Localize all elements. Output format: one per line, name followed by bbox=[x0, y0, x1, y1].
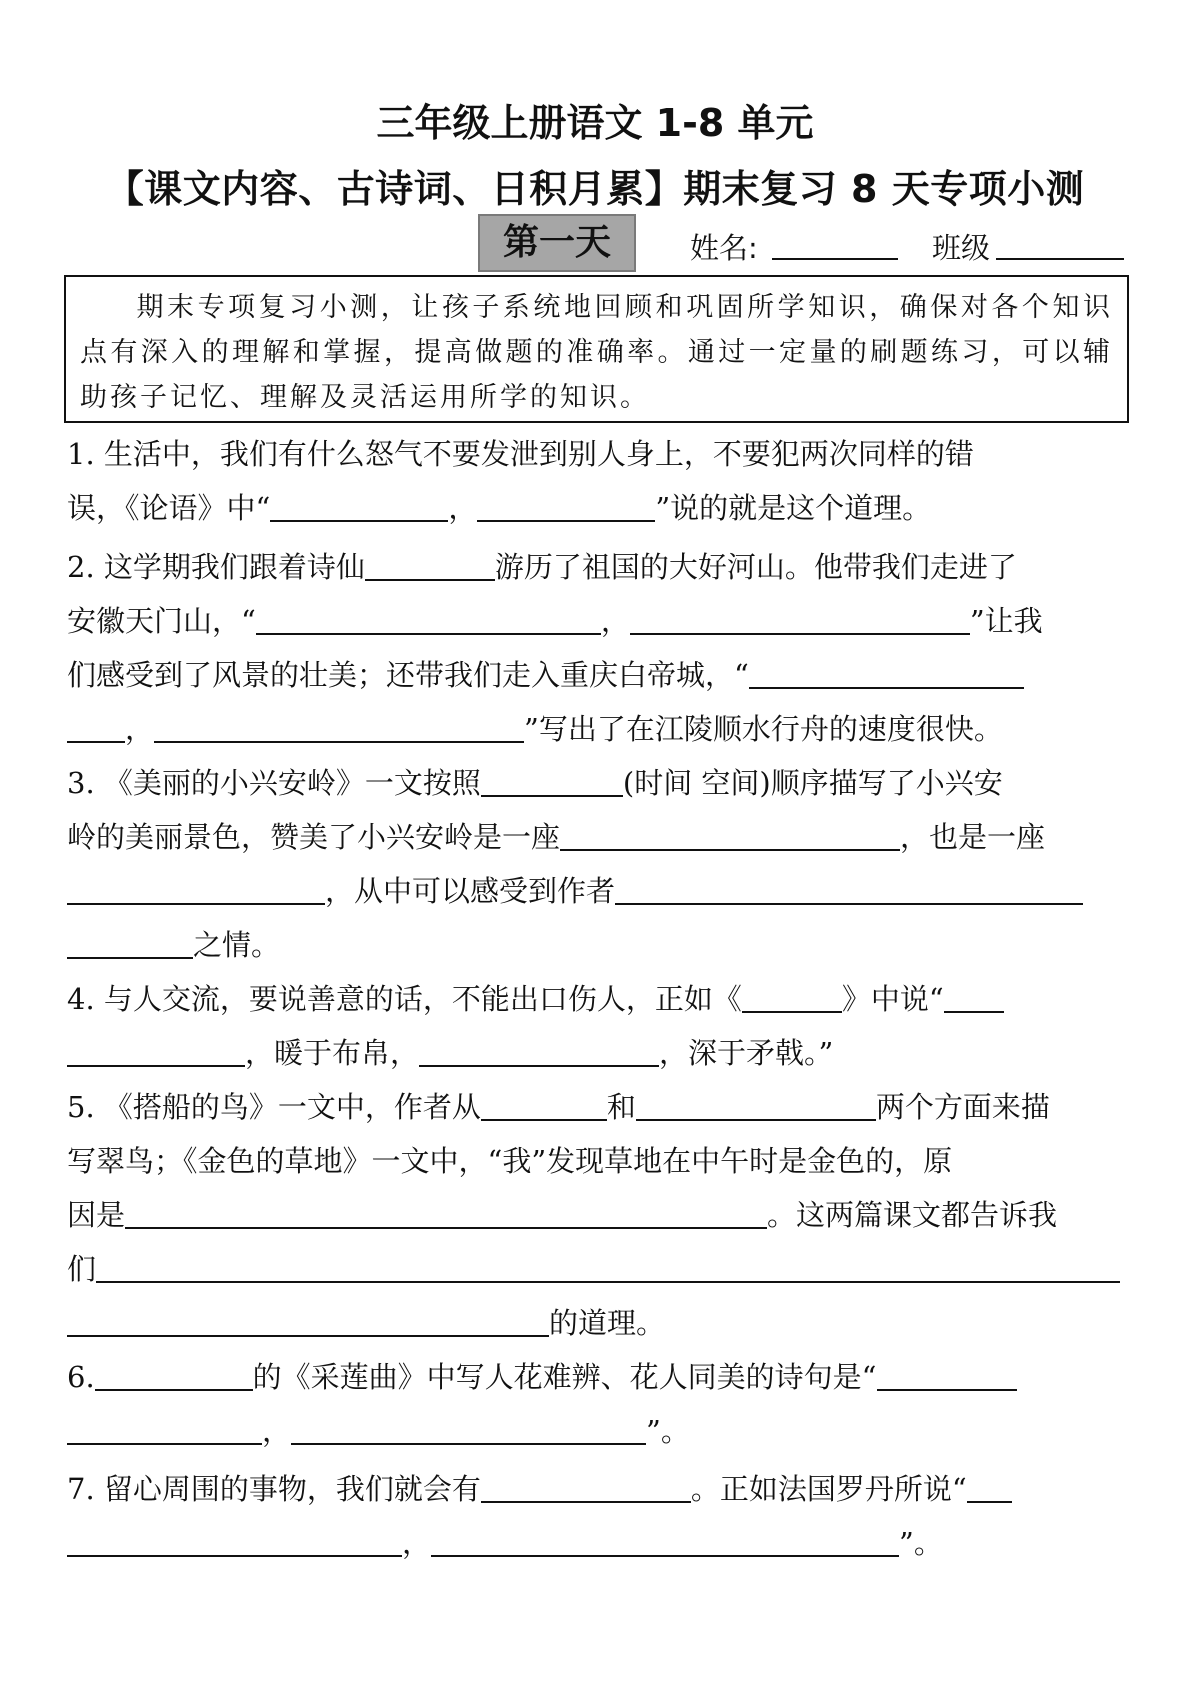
question-5-line-1: 5. 《搭船的鸟》一文中，作者从 和 两个方面来描 bbox=[67, 1090, 1050, 1124]
answer-blank[interactable] bbox=[749, 657, 1024, 689]
question-4-line-1: 4. 与人交流，要说善意的话，不能出口伤人，正如《 》中说“ bbox=[67, 972, 1004, 1026]
answer-blank[interactable] bbox=[96, 1251, 1120, 1283]
day-badge: 第一天 bbox=[478, 214, 636, 272]
question-5-line-5: 的道理。 bbox=[67, 1296, 665, 1350]
answer-blank[interactable] bbox=[481, 765, 623, 797]
answer-blank[interactable] bbox=[944, 981, 1004, 1013]
answer-blank[interactable] bbox=[67, 1525, 402, 1557]
answer-blank[interactable] bbox=[636, 1089, 876, 1121]
answer-blank[interactable] bbox=[67, 873, 325, 905]
question-3-line-4: 之情。 bbox=[67, 918, 280, 972]
answer-blank[interactable] bbox=[877, 1359, 1017, 1391]
answer-blank[interactable] bbox=[256, 603, 601, 635]
question-2-line-2: 安徽天门山，“ ， ”让我 bbox=[67, 604, 1043, 638]
answer-blank[interactable] bbox=[419, 1035, 659, 1067]
question-7-line-2: ， ”。 bbox=[67, 1516, 943, 1570]
intro-text: 期末专项复习小测，让孩子系统地回顾和巩固所学知识，确保对各个知识点有深入的理解和掌握，提高做题的准确率。通过一定量的刷题练习，可以辅助孩子记忆、理解及灵活运用所学的知识。 bbox=[80, 292, 1113, 413]
page-title: 三年级上册语文 1-8 单元 bbox=[376, 101, 814, 145]
answer-blank[interactable] bbox=[67, 1413, 262, 1445]
page-subtitle: 【课文内容、古诗词、日积月累】期末复习 8 天专项小测 bbox=[105, 167, 1085, 211]
name-label: 姓名: bbox=[690, 231, 758, 265]
answer-blank[interactable] bbox=[481, 1089, 607, 1121]
question-3-line-3: ，从中可以感受到作者 bbox=[67, 864, 1083, 918]
question-2-line-1: 2. 这学期我们跟着诗仙 游历了祖国的大好河山。他带我们走进了 bbox=[67, 550, 1017, 584]
answer-blank[interactable] bbox=[481, 1471, 691, 1503]
class-label: 班级 bbox=[932, 231, 991, 265]
answer-blank[interactable] bbox=[154, 711, 524, 743]
answer-blank[interactable] bbox=[560, 819, 900, 851]
answer-blank[interactable] bbox=[67, 1305, 549, 1337]
answer-blank[interactable] bbox=[270, 490, 448, 522]
answer-blank[interactable] bbox=[67, 927, 193, 959]
question-6-line-2: ， ”。 bbox=[67, 1404, 690, 1458]
question-2-line-3: 们感受到了风景的壮美；还带我们走入重庆白帝城，“ bbox=[67, 648, 1024, 702]
question-3-line-1: 3. 《美丽的小兴安岭》一文按照 (时间 空间)顺序描写了小兴安 bbox=[67, 766, 1003, 800]
name-blank[interactable] bbox=[772, 258, 898, 260]
answer-blank[interactable] bbox=[431, 1525, 899, 1557]
class-blank[interactable] bbox=[996, 258, 1124, 260]
answer-blank[interactable] bbox=[67, 711, 125, 743]
question-4-line-2: ，暖于布帛， ，深于矛戟。” bbox=[67, 1026, 833, 1080]
question-3-line-2: 岭的美丽景色，赞美了小兴安岭是一座 ，也是一座 bbox=[67, 820, 1046, 854]
question-5-line-4: 们 bbox=[67, 1242, 1120, 1296]
answer-blank[interactable] bbox=[742, 981, 842, 1013]
answer-blank[interactable] bbox=[477, 490, 655, 522]
question-7-line-1: 7. 留心周围的事物，我们就会有 。正如法国罗丹所说“ bbox=[67, 1462, 1012, 1516]
question-1-line-2: 误，《论语》中“ ， ”说的就是这个道理。 bbox=[67, 491, 932, 525]
answer-blank[interactable] bbox=[291, 1413, 646, 1445]
question-6-line-1: 6. 的《采莲曲》中写人花难辨、花人同美的诗句是“ bbox=[67, 1350, 1017, 1404]
answer-blank[interactable] bbox=[95, 1359, 253, 1391]
question-1-line-1: 1. 生活中，我们有什么怒气不要发泄到别人身上，不要犯两次同样的错 bbox=[67, 437, 974, 471]
answer-blank[interactable] bbox=[67, 1035, 245, 1067]
question-5-line-2: 写翠鸟；《金色的草地》一文中，“我”发现草地在中午时是金色的，原 bbox=[67, 1144, 953, 1178]
answer-blank[interactable] bbox=[125, 1197, 767, 1229]
answer-blank[interactable] bbox=[630, 603, 970, 635]
question-2-line-4: ， ”写出了在江陵顺水行舟的速度很快。 bbox=[67, 702, 1003, 756]
intro-box bbox=[64, 275, 1129, 423]
answer-blank[interactable] bbox=[365, 549, 495, 581]
question-5-line-3: 因是 。这两篇课文都告诉我 bbox=[67, 1198, 1058, 1232]
answer-blank[interactable] bbox=[615, 873, 1083, 905]
answer-blank[interactable] bbox=[967, 1471, 1012, 1503]
